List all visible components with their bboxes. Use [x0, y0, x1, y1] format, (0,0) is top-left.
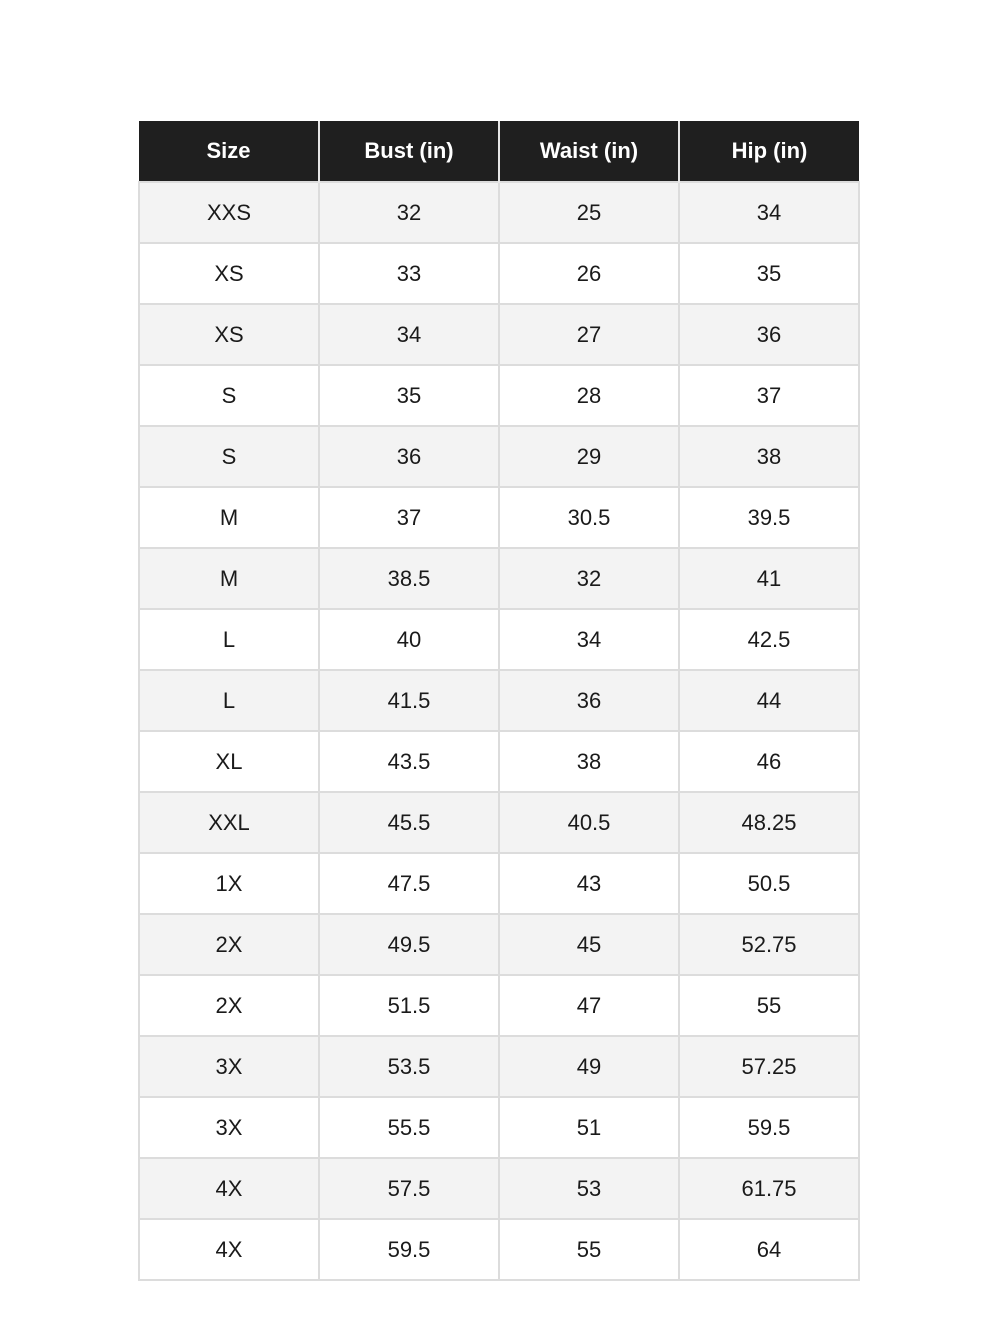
table-row	[139, 670, 859, 731]
waist-cell: 51	[499, 1097, 679, 1158]
bust-cell: 32	[319, 182, 499, 243]
hip-cell: 37	[679, 365, 859, 426]
waist-cell: 28	[499, 365, 679, 426]
waist-cell: 36	[499, 670, 679, 731]
waist-cell: 27	[499, 304, 679, 365]
bust-cell: 40	[319, 609, 499, 670]
waist-cell: 25	[499, 182, 679, 243]
waist-cell: 43	[499, 853, 679, 914]
table-row	[139, 853, 859, 914]
hip-cell: 38	[679, 426, 859, 487]
table-row	[139, 1097, 859, 1158]
size-cell: 4X	[139, 1219, 319, 1280]
size-cell: 3X	[139, 1097, 319, 1158]
hip-cell: 39.5	[679, 487, 859, 548]
hip-cell: 50.5	[679, 853, 859, 914]
size-cell: M	[139, 487, 319, 548]
hip-cell: 35	[679, 243, 859, 304]
hip-cell: 46	[679, 731, 859, 792]
table-row	[139, 731, 859, 792]
bust-cell: 45.5	[319, 792, 499, 853]
size-cell: XL	[139, 731, 319, 792]
waist-cell: 45	[499, 914, 679, 975]
size-cell: XS	[139, 243, 319, 304]
header-row	[139, 121, 859, 182]
waist-cell: 49	[499, 1036, 679, 1097]
table-row	[139, 1036, 859, 1097]
waist-cell: 32	[499, 548, 679, 609]
header-bust: Bust (in)	[319, 121, 499, 182]
waist-cell: 40.5	[499, 792, 679, 853]
waist-cell: 26	[499, 243, 679, 304]
hip-cell: 41	[679, 548, 859, 609]
size-cell: L	[139, 609, 319, 670]
size-cell: 3X	[139, 1036, 319, 1097]
bust-cell: 55.5	[319, 1097, 499, 1158]
hip-cell: 36	[679, 304, 859, 365]
table-body	[139, 182, 859, 1280]
hip-cell: 42.5	[679, 609, 859, 670]
hip-cell: 52.75	[679, 914, 859, 975]
size-cell: S	[139, 365, 319, 426]
table-row	[139, 487, 859, 548]
size-cell: XS	[139, 304, 319, 365]
size-cell: 4X	[139, 1158, 319, 1219]
size-cell: M	[139, 548, 319, 609]
bust-cell: 38.5	[319, 548, 499, 609]
bust-cell: 47.5	[319, 853, 499, 914]
waist-cell: 38	[499, 731, 679, 792]
hip-cell: 48.25	[679, 792, 859, 853]
waist-cell: 30.5	[499, 487, 679, 548]
bust-cell: 36	[319, 426, 499, 487]
hip-cell: 55	[679, 975, 859, 1036]
table-row	[139, 365, 859, 426]
table-row	[139, 792, 859, 853]
size-cell: L	[139, 670, 319, 731]
bust-cell: 34	[319, 304, 499, 365]
hip-cell: 57.25	[679, 1036, 859, 1097]
table-row	[139, 609, 859, 670]
bust-cell: 33	[319, 243, 499, 304]
size-cell: XXS	[139, 182, 319, 243]
size-cell: 2X	[139, 975, 319, 1036]
bust-cell: 57.5	[319, 1158, 499, 1219]
header-hip: Hip (in)	[679, 121, 859, 182]
table-row	[139, 182, 859, 243]
size-cell: XXL	[139, 792, 319, 853]
hip-cell: 34	[679, 182, 859, 243]
bust-cell: 41.5	[319, 670, 499, 731]
header-waist: Waist (in)	[499, 121, 679, 182]
table-row	[139, 975, 859, 1036]
hip-cell: 64	[679, 1219, 859, 1280]
bust-cell: 51.5	[319, 975, 499, 1036]
table-row	[139, 1219, 859, 1280]
waist-cell: 29	[499, 426, 679, 487]
waist-cell: 34	[499, 609, 679, 670]
table-row	[139, 243, 859, 304]
size-cell: S	[139, 426, 319, 487]
waist-cell: 53	[499, 1158, 679, 1219]
hip-cell: 44	[679, 670, 859, 731]
bust-cell: 59.5	[319, 1219, 499, 1280]
bust-cell: 49.5	[319, 914, 499, 975]
size-cell: 1X	[139, 853, 319, 914]
waist-cell: 47	[499, 975, 679, 1036]
table-row	[139, 914, 859, 975]
table-row	[139, 548, 859, 609]
bust-cell: 37	[319, 487, 499, 548]
header-size: Size	[139, 121, 319, 182]
hip-cell: 61.75	[679, 1158, 859, 1219]
table-row	[139, 1158, 859, 1219]
table-row	[139, 426, 859, 487]
bust-cell: 53.5	[319, 1036, 499, 1097]
bust-cell: 35	[319, 365, 499, 426]
bust-cell: 43.5	[319, 731, 499, 792]
waist-cell: 55	[499, 1219, 679, 1280]
size-chart-table	[138, 121, 860, 1281]
size-cell: 2X	[139, 914, 319, 975]
table-row	[139, 304, 859, 365]
table-header	[139, 121, 859, 182]
hip-cell: 59.5	[679, 1097, 859, 1158]
